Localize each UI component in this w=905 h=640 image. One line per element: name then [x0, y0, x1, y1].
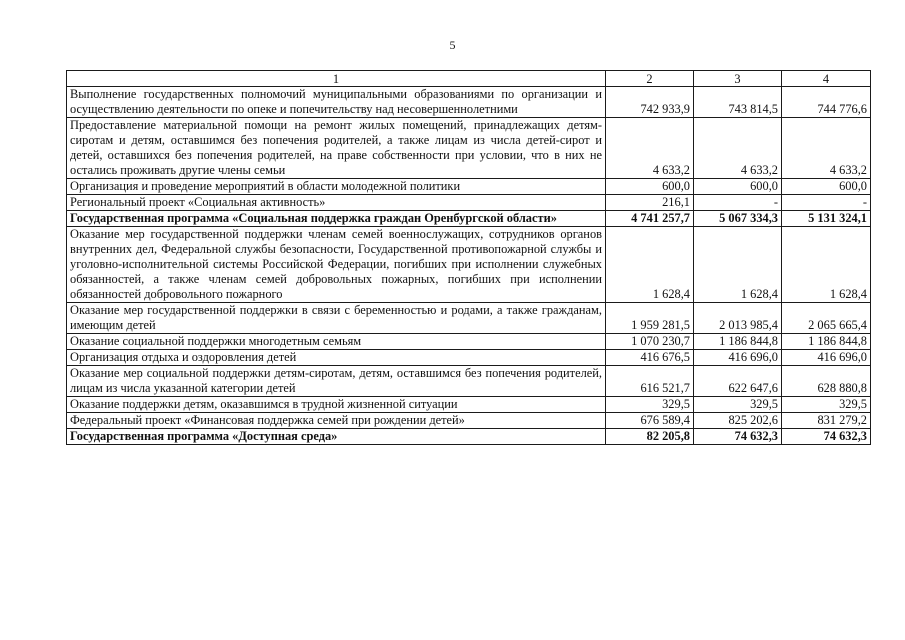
- row-name: Предоставление материальной помощи на ремонт жилых помещений, принадлежащих детям-сиротам и детям, оставшимся без попечения родителей, а также лицам из числа детей-сирот и детей, оставшихся без попечения родителей, на праве собственности при условии, что в них не остались проживать другие члены семьи: [67, 118, 606, 179]
- table-row: [67, 87, 871, 118]
- row-value-col2: 82 205,8: [606, 429, 694, 445]
- column-header-2: 2: [606, 71, 694, 87]
- row-name: Оказание мер государственной поддержки в связи с беременностью и родами, а также гражданам, имеющим детей: [67, 303, 606, 334]
- row-value-col3: 743 814,5: [694, 87, 782, 118]
- row-value-col4: 1 628,4: [782, 227, 871, 303]
- row-value-col4: 74 632,3: [782, 429, 871, 445]
- header-row: [67, 71, 871, 87]
- table-row: [67, 195, 871, 211]
- row-value-col4: 831 279,2: [782, 413, 871, 429]
- table-row: [67, 179, 871, 195]
- row-value-col3: 329,5: [694, 397, 782, 413]
- row-value-col2: 4 633,2: [606, 118, 694, 179]
- row-value-col3: 622 647,6: [694, 366, 782, 397]
- column-header-4: 4: [782, 71, 871, 87]
- table-row: [67, 366, 871, 397]
- row-value-col2: 600,0: [606, 179, 694, 195]
- row-name: Организация и проведение мероприятий в области молодежной политики: [67, 179, 606, 195]
- row-name: Организация отдыха и оздоровления детей: [67, 350, 606, 366]
- column-header-1: 1: [67, 71, 606, 87]
- row-value-col2: 329,5: [606, 397, 694, 413]
- budget-table: [66, 70, 871, 445]
- page-number: 5: [449, 38, 456, 52]
- row-value-col3: 1 628,4: [694, 227, 782, 303]
- row-value-col4: 4 633,2: [782, 118, 871, 179]
- table-row: [67, 118, 871, 179]
- program-total-row: [67, 211, 871, 227]
- row-value-col3: 4 633,2: [694, 118, 782, 179]
- row-value-col2: 1 070 230,7: [606, 334, 694, 350]
- row-value-col4: 329,5: [782, 397, 871, 413]
- row-name: Оказание мер государственной поддержки членам семей военнослужащих, сотрудников органов внутренних дел, Федеральной службы безопасности, Государственной противопожарной службы и уголовно-исполнительной системы Российской Федерации, погибших при исполнении служебных обязанностей, а также членам семей добровольных пожарных, погибших при исполнении обязанностей добровольного пожарного: [67, 227, 606, 303]
- row-value-col4: 2 065 665,4: [782, 303, 871, 334]
- row-value-col4: 416 696,0: [782, 350, 871, 366]
- row-name: Государственная программа «Доступная среда»: [67, 429, 606, 445]
- row-value-col3: 2 013 985,4: [694, 303, 782, 334]
- row-name: Региональный проект «Социальная активность»: [67, 195, 606, 211]
- row-value-col3: -: [694, 195, 782, 211]
- row-value-col4: 1 186 844,8: [782, 334, 871, 350]
- row-name: Оказание мер социальной поддержки детям-сиротам, детям, оставшимся без попечения родителей, лицам из числа указанной категории детей: [67, 366, 606, 397]
- row-name: Государственная программа «Социальная поддержка граждан Оренбургской области»: [67, 211, 606, 227]
- row-value-col3: 416 696,0: [694, 350, 782, 366]
- column-header-3: 3: [694, 71, 782, 87]
- program-total-row: [67, 429, 871, 445]
- row-value-col2: 1 628,4: [606, 227, 694, 303]
- row-name: Выполнение государственных полномочий муниципальными образованиями по организации и осуществлению деятельности по опеке и попечительству над несовершеннолетними: [67, 87, 606, 118]
- table-row: [67, 303, 871, 334]
- row-name: Оказание социальной поддержки многодетным семьям: [67, 334, 606, 350]
- row-value-col3: 5 067 334,3: [694, 211, 782, 227]
- row-value-col3: 74 632,3: [694, 429, 782, 445]
- table-row: [67, 227, 871, 303]
- row-value-col4: 5 131 324,1: [782, 211, 871, 227]
- row-value-col4: 600,0: [782, 179, 871, 195]
- row-name: Оказание поддержки детям, оказавшимся в трудной жизненной ситуации: [67, 397, 606, 413]
- table-row: [67, 397, 871, 413]
- table-row: [67, 413, 871, 429]
- table-header: [67, 71, 871, 87]
- row-value-col4: -: [782, 195, 871, 211]
- row-value-col2: 742 933,9: [606, 87, 694, 118]
- row-value-col2: 616 521,7: [606, 366, 694, 397]
- table-body: [67, 87, 871, 445]
- row-value-col2: 4 741 257,7: [606, 211, 694, 227]
- table-row: [67, 350, 871, 366]
- row-value-col2: 416 676,5: [606, 350, 694, 366]
- row-value-col2: 1 959 281,5: [606, 303, 694, 334]
- row-value-col2: 216,1: [606, 195, 694, 211]
- row-name: Федеральный проект «Финансовая поддержка семей при рождении детей»: [67, 413, 606, 429]
- row-value-col4: 628 880,8: [782, 366, 871, 397]
- row-value-col3: 600,0: [694, 179, 782, 195]
- row-value-col4: 744 776,6: [782, 87, 871, 118]
- row-value-col3: 825 202,6: [694, 413, 782, 429]
- row-value-col3: 1 186 844,8: [694, 334, 782, 350]
- table-row: [67, 334, 871, 350]
- row-value-col2: 676 589,4: [606, 413, 694, 429]
